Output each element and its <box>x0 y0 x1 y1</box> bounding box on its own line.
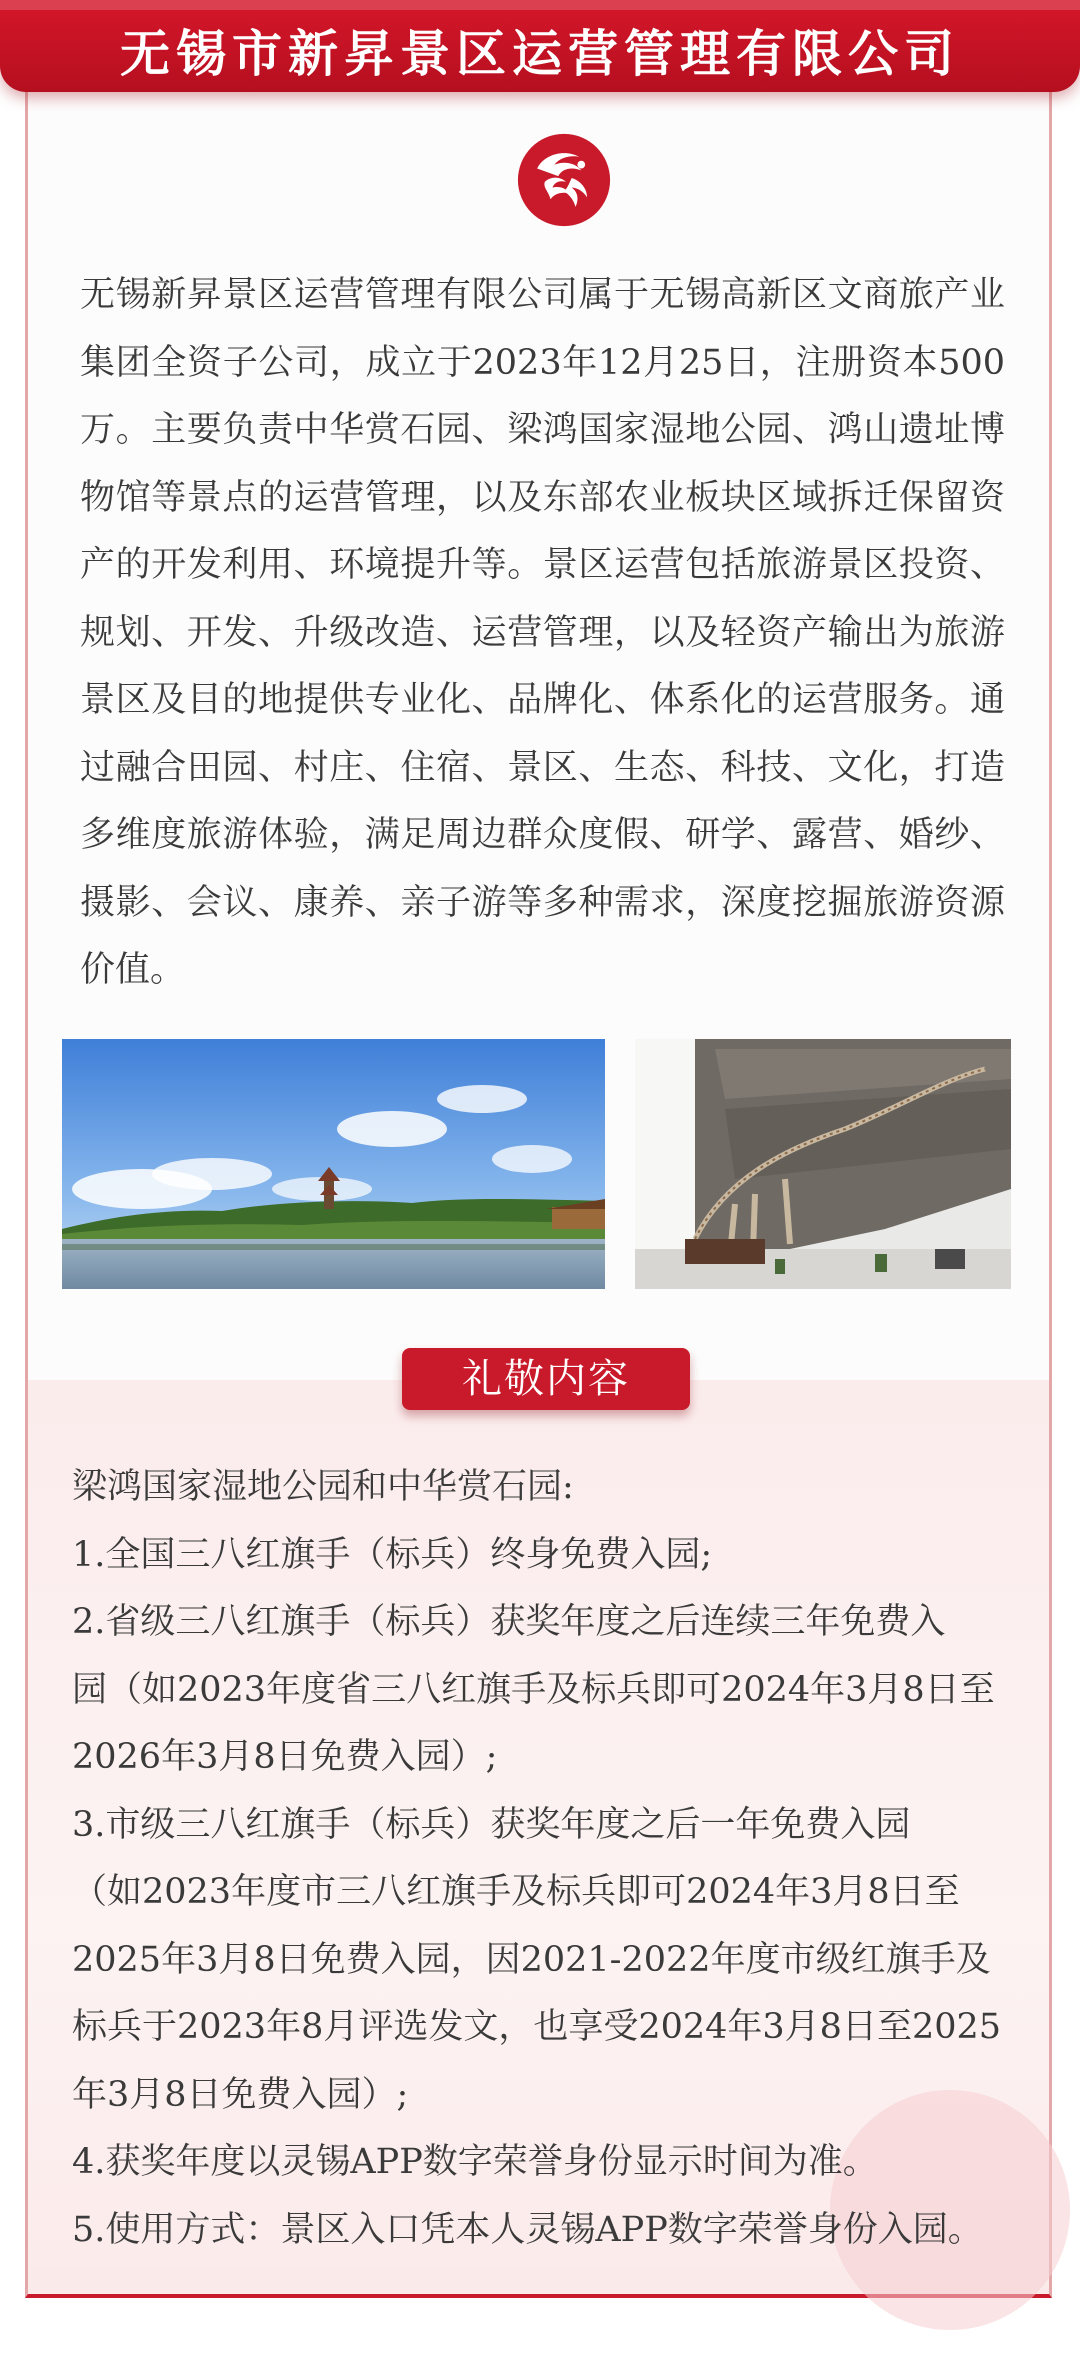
benefit-line: 梁鸿国家湿地公园和中华赏石园: <box>72 1467 574 1507</box>
benefit-line: 1.全国三八红旗手（标兵）终身免费入园; <box>72 1534 713 1575</box>
benefit-line: 3.市级三八红旗手（标兵）获奖年度之后一年免费入园 <box>72 1804 911 1845</box>
benefit-line: 2025年3月8日免费入园，因2021-2022年度市级红旗手及 <box>72 1939 991 1980</box>
benefit-line: 2026年3月8日免费入园）; <box>72 1737 498 1777</box>
museum-dinosaur-photo <box>635 1039 1011 1289</box>
wetland-park-photo <box>62 1039 605 1289</box>
benefit-line: 年3月8日免费入园）; <box>72 2074 409 2115</box>
page-title: 无锡市新昇景区运营管理有限公司 <box>120 25 960 83</box>
benefit-line: 4.获奖年度以灵锡APP数字荣誉身份显示时间为准。 <box>72 2142 878 2182</box>
benefit-line: （如2023年度市三八红旗手及标兵即可2024年3月8日至 <box>72 1872 960 1912</box>
benefit-line: 标兵于2023年8月评选发文，也享受2024年3月8日至2025 <box>72 2007 1002 2047</box>
benefit-line: 园（如2023年度省三八红旗手及标兵即可2024年3月8日至 <box>72 1669 995 1710</box>
section-title-badge: 礼敬内容 <box>402 1348 690 1410</box>
benefit-line: 5.使用方式：景区入口凭本人灵锡APP数字荣誉身份入园。 <box>72 2209 983 2250</box>
header-banner <box>0 0 1080 92</box>
company-introduction: 无锡新昇景区运营管理有限公司属于无锡高新区文商旅产业集团全资子公司，成立于2023年12月25日，注册资本500万。主要负责中华赏石园、梁鸿国家湿地公园、鸿山遗址博物馆等景点的运营管理，以及东部农业板块区域拆迁保留资产的开发利用、环境提升等。景区运营包括旅游景区投资、规划、开发、升级改造、运营管理，以及轻资产输出为旅游景区及目的地提供专业化、品牌化、体系化的运营服务。通过融合田园、村庄、住宿、景区、生态、科技、文化，打造多维度旅游体验，满足周边群众度假、研学、露营、婚纱、摄影、会议、康养、亲子游等多种需求，深度挖掘旅游资源价值。 <box>80 275 1005 990</box>
benefits-list <box>72 1454 1012 2264</box>
company-logo-icon <box>516 132 612 228</box>
benefit-line: 2.省级三八红旗手（标兵）获奖年度之后连续三年免费入 <box>72 1602 946 1642</box>
